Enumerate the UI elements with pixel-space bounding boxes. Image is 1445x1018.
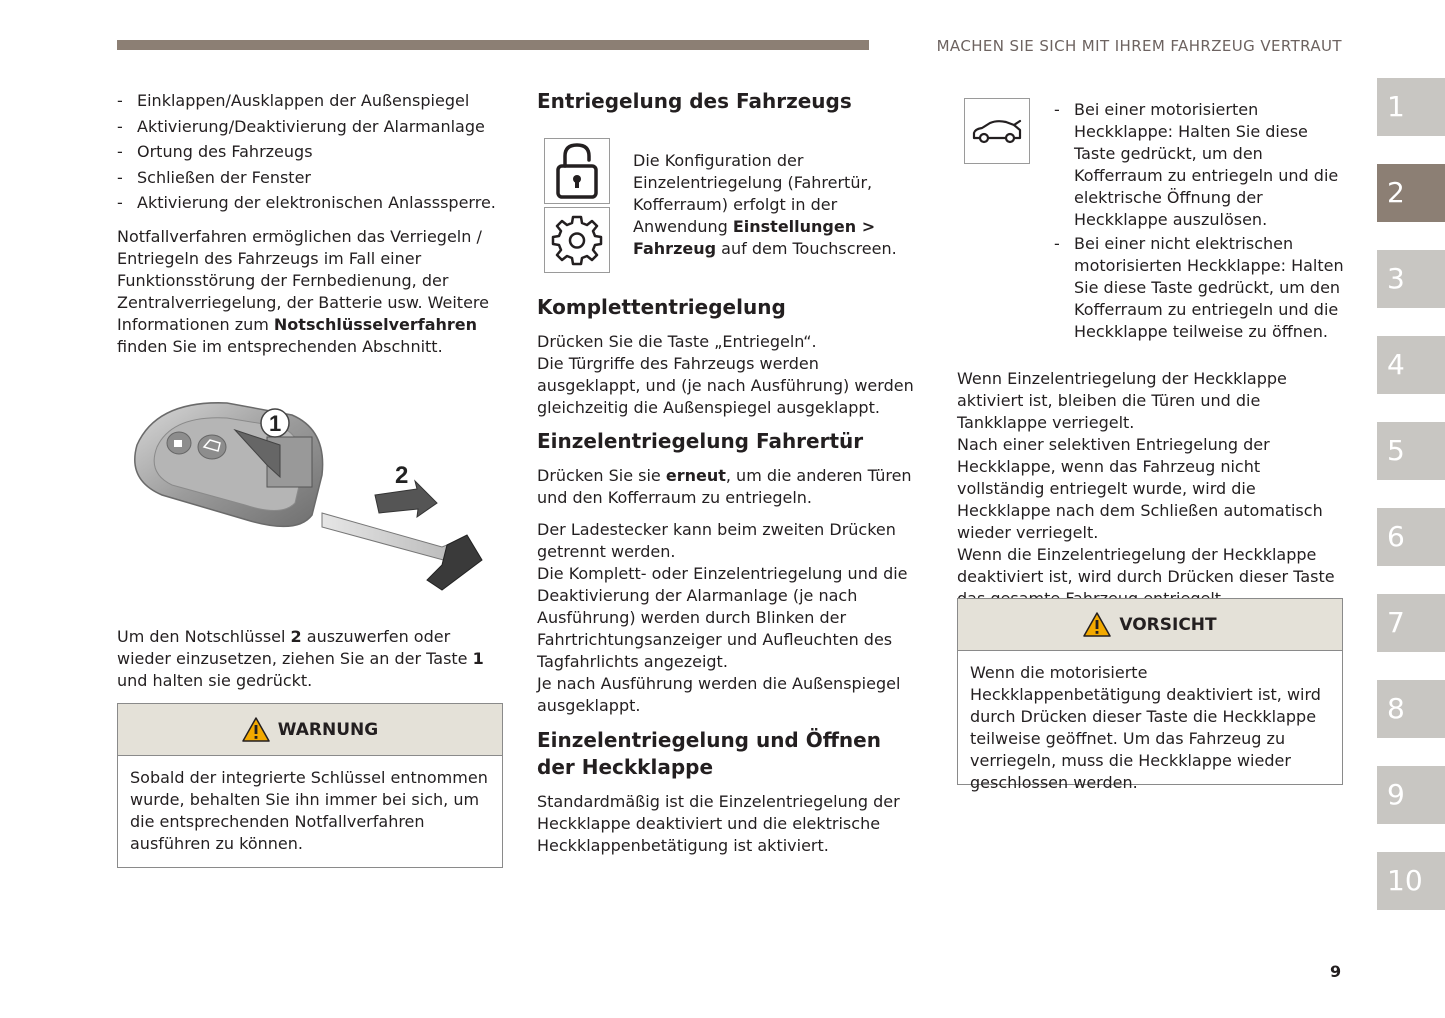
list-item: - Ortung des Fahrzeugs	[117, 139, 507, 165]
unlock-icon-box	[544, 138, 610, 204]
caution-header	[958, 599, 1342, 651]
list-item: - Bei einer nicht elektrischen motorisierten Heckklappe: Halten Sie diese Taste gedrückt, um den Kofferraum zu entriegeln und die Heckklappe teilweise zu öffnen.	[1054, 233, 1344, 343]
chapter-tab-8[interactable]: 8	[1377, 680, 1445, 738]
warning-header	[118, 704, 502, 756]
chapter-tab-5[interactable]: 5	[1377, 422, 1445, 480]
chapter-tab-10[interactable]: 10	[1377, 852, 1445, 910]
settings-gear-icon	[551, 214, 603, 266]
list-item: - Schließen der Fenster	[117, 165, 507, 191]
column-3-body	[957, 368, 1345, 610]
tailgate-icon-box	[964, 98, 1030, 164]
tailgate-list	[1054, 99, 1344, 343]
column-2-body	[537, 294, 922, 857]
warning-triangle-icon	[242, 717, 270, 742]
selective-unlock-paragraph: Nach einer selektiven Entriegelung der Heckklappe, wenn das Fahrzeug nicht vollständig entriegelt wurde, wird die Heckklappe nach dem Schließen automatisch wieder verriegelt.	[957, 435, 1323, 542]
warning-box	[117, 703, 503, 868]
car-tailgate-icon	[970, 116, 1024, 146]
caution-title: VORSICHT	[1119, 614, 1217, 635]
tailgate-inactive-paragraph: Wenn die Einzelentriegelung der Heckklappe deaktiviert ist, wird durch Drücken dieser Taste	[957, 545, 1335, 586]
key-fob-illustration	[117, 385, 502, 600]
heading-heckklappe: Einzelentriegelung und Öffnen der Heckklappe	[537, 728, 881, 779]
komplett-result: Die Türgriffe des Fahrzeugs werden ausgeklappt, und (je nach Ausführung) werden gleichzeitig die Außenspiegel ausgeklappt.	[537, 354, 914, 417]
tailgate-active-paragraph: Wenn Einzelentriegelung der Heckklappe aktiviert ist, bleiben die Türen und die Tankklappe verriegelt.	[957, 369, 1287, 432]
unlock-padlock-icon	[554, 142, 600, 200]
heading-komplett: Komplettentriegelung	[537, 295, 786, 319]
chapter-tab-7[interactable]: 7	[1377, 594, 1445, 652]
caution-text: Wenn die motorisierte Heckklappenbetätigung deaktiviert ist, wird durch Drücken dieser Taste die Heckklappe teilweise geöffnet. Um das Fahrzeug zu verriegeln, muss die Heckklappe wieder geschlossen werden.	[970, 663, 1321, 792]
mirror-paragraph: Je nach Ausführung werden die Außenspiegel ausgeklappt.	[537, 674, 901, 715]
einzel-paragraph: Drücken Sie sie erneut, um die anderen Türen und den Kofferraum zu entriegeln.	[537, 466, 912, 507]
heading-einzel-fahrertuer: Einzelentriegelung Fahrertür	[537, 429, 864, 453]
chapter-tab-2[interactable]: 2	[1377, 164, 1445, 222]
chapter-tab-3[interactable]: 3	[1377, 250, 1445, 308]
function-list	[117, 88, 507, 216]
heading-unlock: Entriegelung des Fahrzeugs	[537, 89, 852, 113]
column-1	[117, 88, 507, 358]
standard-paragraph: Standardmäßig ist die Einzelentriegelung der Heckklappe deaktiviert und die elektrische Heckklappenbetätigung ist aktiviert.	[537, 792, 900, 855]
chapter-tab-1[interactable]: 1	[1377, 78, 1445, 136]
page-number: 9	[1330, 962, 1342, 981]
header-bar	[117, 40, 869, 50]
signal-paragraph: Die Komplett- oder Einzelentriegelung und die Deaktivierung der Alarmanlage (je nach Ausführung) werden durch Blinken der Fahrtrichtungsanzeiger und Aufleuchten des Tagfahrlichts angezeigt.	[537, 564, 908, 671]
column-2	[537, 88, 922, 115]
caution-box	[957, 598, 1343, 792]
emergency-paragraph: Notfallverfahren ermöglichen das Verriegeln / Entriegeln des Fahrzeugs im Fall einer Funktionsstörung der Fernbedienung, der Zentralverriegelung, der Batterie usw. Weitere Informationen zum Notschlüsselverfahren finden Sie im entsprechenden Abschnitt.	[117, 226, 489, 356]
komplett-step: Drücken Sie die Taste „Entriegeln“.	[537, 332, 817, 351]
chapter-tab-6[interactable]: 6	[1377, 508, 1445, 566]
chapter-tab-9[interactable]: 9	[1377, 766, 1445, 824]
list-item: - Aktivierung/Deaktivierung der Alarmanlage	[117, 114, 507, 140]
figure-label-2: 2	[395, 462, 409, 489]
header-title: MACHEN SIE SICH MIT IHREM FAHRZEUG VERTRAUT	[936, 37, 1342, 55]
config-paragraph: Die Konfiguration der Einzelentriegelung (Fahrertür, Kofferraum) erfolgt in der Anwendung Einstellungen > Fahrzeug auf dem Touchscreen.	[633, 151, 897, 258]
list-item: - Bei einer motorisierten Heckklappe: Halten Sie diese Taste gedrückt, um den Kofferraum zu entriegeln und die elektrische Öffnung der Heckklappe auszulösen.	[1054, 99, 1344, 231]
list-item: - Einklappen/Ausklappen der Außenspiegel	[117, 88, 507, 114]
list-item: - Aktivierung der elektronischen Anlasssperre.	[117, 190, 507, 216]
settings-icon-box	[544, 207, 610, 273]
warning-title: WARNUNG	[277, 719, 379, 740]
warning-triangle-icon	[1083, 612, 1111, 637]
eject-instruction: Um den Notschlüssel 2 auszuwerfen oder wieder einzusetzen, ziehen Sie an der Taste 1 und halten sie gedrückt.	[117, 627, 484, 690]
chapter-tab-4[interactable]: 4	[1377, 336, 1445, 394]
warning-text: Sobald der integrierte Schlüssel entnommen wurde, behalten Sie ihn immer bei sich, um die entsprechenden Notfallverfahren ausführen zu können.	[130, 768, 488, 853]
ladestecker-paragraph: Der Ladestecker kann beim zweiten Drücken getrennt werden.	[537, 520, 896, 561]
figure-label-1: 1	[269, 411, 282, 436]
